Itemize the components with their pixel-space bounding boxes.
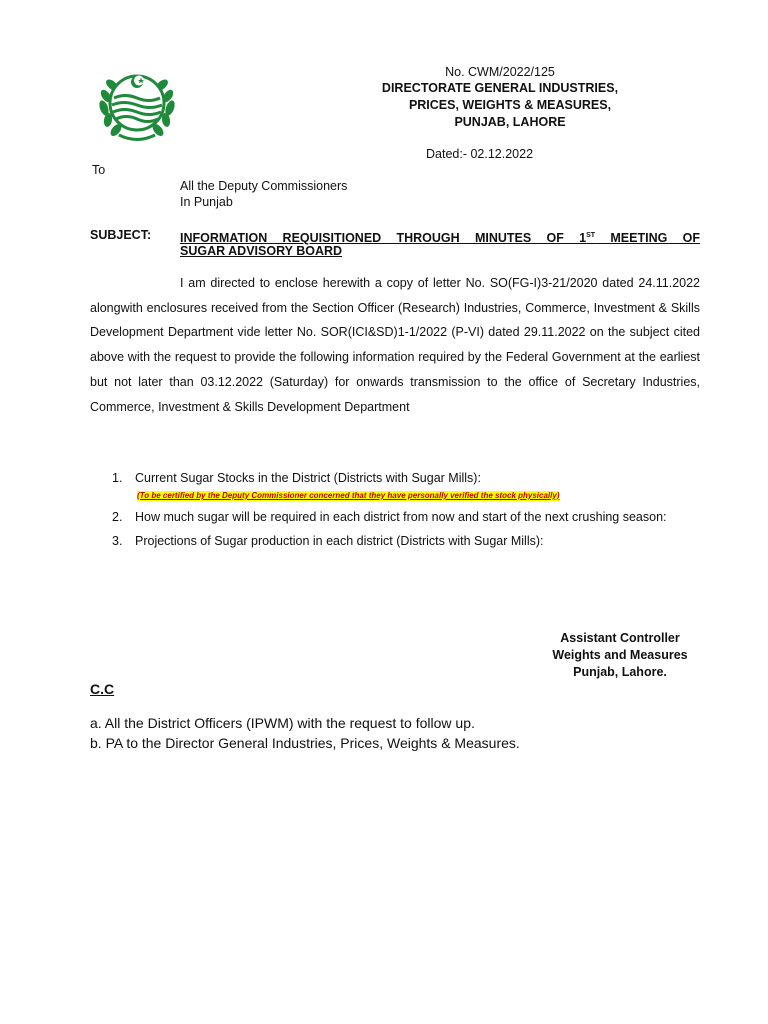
cc-item-a: a. All the District Officers (IPWM) with the request to follow up. <box>90 715 475 731</box>
list-item <box>90 505 700 529</box>
org-line-1: DIRECTORATE GENERAL INDUSTRIES, <box>381 81 619 95</box>
list-number: 1. <box>112 471 123 485</box>
org-line-2: PRICES, WEIGHTS & MEASURES, <box>408 98 612 112</box>
date-line: Dated:- 02.12.2022 <box>426 147 534 161</box>
request-list <box>90 470 700 553</box>
list-number: 2. <box>112 510 123 524</box>
addressee-line-1: All the Deputy Commissioners <box>180 179 348 193</box>
list-item-text: Current Sugar Stocks in the District (Districts with Sugar Mills): <box>135 471 481 485</box>
addressee-line-2: In Punjab <box>180 195 233 209</box>
subject-text-a: INFORMATION REQUISITIONED THROUGH MINUTES OF 1 <box>180 231 587 246</box>
cc-item-b: b. PA to the Director General Industries, Prices, Weights & Measures. <box>90 735 520 751</box>
certification-note: (To be certified by the Deputy Commissioner concerned that they have personally verified the stock physically) <box>137 491 560 500</box>
signature-line-3: Punjab, Lahore. <box>573 665 667 679</box>
org-line-3: PUNJAB, LAHORE <box>454 115 566 129</box>
list-item-text: Projections of Sugar production in each district (Districts with Sugar Mills): <box>135 534 544 548</box>
subject-label: SUBJECT: <box>90 228 152 242</box>
signature-line-2: Weights and Measures <box>552 648 688 662</box>
list-item <box>90 470 700 502</box>
to-label: To <box>92 163 106 177</box>
signature-block <box>530 630 710 681</box>
reference-number: No. CWM/2022/125 <box>445 65 555 79</box>
subject-line-2: SUGAR ADVISORY BOARD <box>180 244 343 258</box>
signature-line-1: Assistant Controller <box>560 631 680 645</box>
punjab-government-logo <box>94 60 180 146</box>
list-item-text: How much sugar will be required in each district from now and start of the next crushing season: <box>135 510 667 524</box>
subject-superscript: ST <box>586 232 596 239</box>
subject-text-b: MEETING OF <box>595 231 700 246</box>
cc-heading: C.C <box>90 681 115 697</box>
list-item <box>90 529 700 553</box>
list-number: 3. <box>112 534 123 548</box>
body-paragraph: I am directed to enclose herewith a copy of letter No. SO(FG-I)3-21/2020 dated 24.11.2022 alongwith enclosures received from the Section Officer (Research) Industries, Commerce, Investment & Skills Development Department vide letter No. SOR(ICI&SD)1-1/2022 (P-VI) dated 29.11.2022 on the subject cited above with the request to provide the following information required by the Federal Government at the earliest but not later than 03.12.2022 (Saturday) for onwards transmission to the office of Secretary Industries, Commerce, Investment & Skills Development Department <box>90 276 700 414</box>
